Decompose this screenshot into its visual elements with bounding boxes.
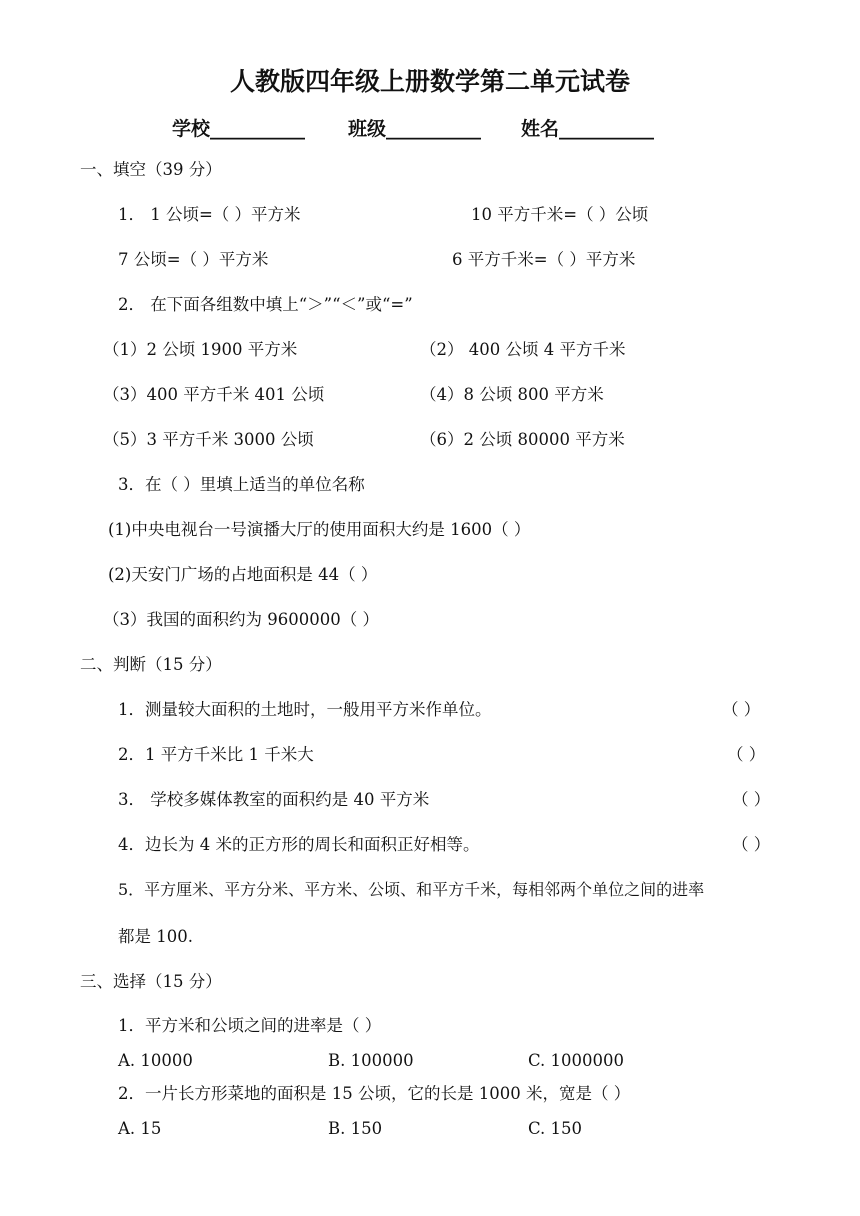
judge-paren-4: （ ） <box>732 835 771 854</box>
judge-item-5-line-2: 都是 100. <box>118 927 193 946</box>
choice-question-1: 1．平方米和公顷之间的进率是（ ） <box>118 1016 382 1035</box>
question-1b: 10 平方千米=（ ）公顷 <box>471 205 649 224</box>
choice-2-option-c: C. 150 <box>528 1119 583 1138</box>
question-2-item-2: （2） 400 公顷 4 平方千米 <box>420 340 626 359</box>
judge-item-2: 2．1 平方千米比 1 千米大 <box>118 745 314 764</box>
section-heading-fill-blank: 一、填空（39 分） <box>80 160 222 179</box>
judge-paren-3: （ ） <box>732 790 771 809</box>
class-field: 班级__________ <box>348 118 482 140</box>
choice-1-option-c: C. 1000000 <box>528 1051 625 1070</box>
judge-item-1: 1．测量较大面积的土地时，一般用平方米作单位。 <box>118 700 492 719</box>
question-3: 3．在（ ）里填上适当的单位名称 <box>118 475 365 494</box>
choice-1-option-b: B. 100000 <box>328 1051 414 1070</box>
judge-paren-1: （ ） <box>722 700 761 719</box>
choice-2-option-b: B. 150 <box>328 1119 383 1138</box>
question-2-item-3: （3）400 平方千米 401 公顷 <box>103 385 325 404</box>
choice-question-2: 2．一片长方形菜地的面积是 15 公顷，它的长是 1000 米，宽是（ ） <box>118 1084 631 1103</box>
choice-1-option-a: A. 10000 <box>118 1051 193 1070</box>
judge-item-3: 3． 学校多媒体教室的面积约是 40 平方米 <box>118 790 430 809</box>
judge-item-5-line-1: 5．平方厘米、平方分米、平方米、公顷、和平方千米，每相邻两个单位之间的进率 <box>118 880 705 899</box>
judge-paren-2: （ ） <box>727 745 766 764</box>
page-title: 人教版四年级上册数学第二单元试卷 <box>229 67 630 96</box>
question-2-item-1: （1）2 公顷 1900 平方米 <box>103 340 298 359</box>
question-2-item-5: （5）3 平方千米 3000 公顷 <box>103 430 314 449</box>
question-3-item-3: （3）我国的面积约为 9600000（ ） <box>103 610 379 629</box>
judge-item-4: 4．边长为 4 米的正方形的周长和面积正好相等。 <box>118 835 480 854</box>
section-heading-judge: 二、判断（15 分） <box>80 655 222 674</box>
name-field: 姓名__________ <box>521 118 655 140</box>
choice-2-option-a: A. 15 <box>118 1119 162 1138</box>
question-2: 2． 在下面各组数中填上“＞”“＜”或“=” <box>118 295 413 314</box>
question-1a: 1． 1 公顷=（ ）平方米 <box>118 205 301 224</box>
question-3-item-1: (1)中央电视台一号演播大厅的使用面积大约是 1600（ ） <box>108 520 531 539</box>
question-1d: 6 平方千米=（ ）平方米 <box>452 250 636 269</box>
question-1c: 7 公顷=（ ）平方米 <box>118 250 269 269</box>
question-3-item-2: (2)天安门广场的占地面积是 44（ ） <box>108 565 378 584</box>
section-heading-choice: 三、选择（15 分） <box>80 972 222 991</box>
school-field: 学校__________ <box>172 118 306 140</box>
question-2-item-6: （6）2 公顷 80000 平方米 <box>420 430 625 449</box>
question-2-item-4: （4）8 公顷 800 平方米 <box>420 385 604 404</box>
